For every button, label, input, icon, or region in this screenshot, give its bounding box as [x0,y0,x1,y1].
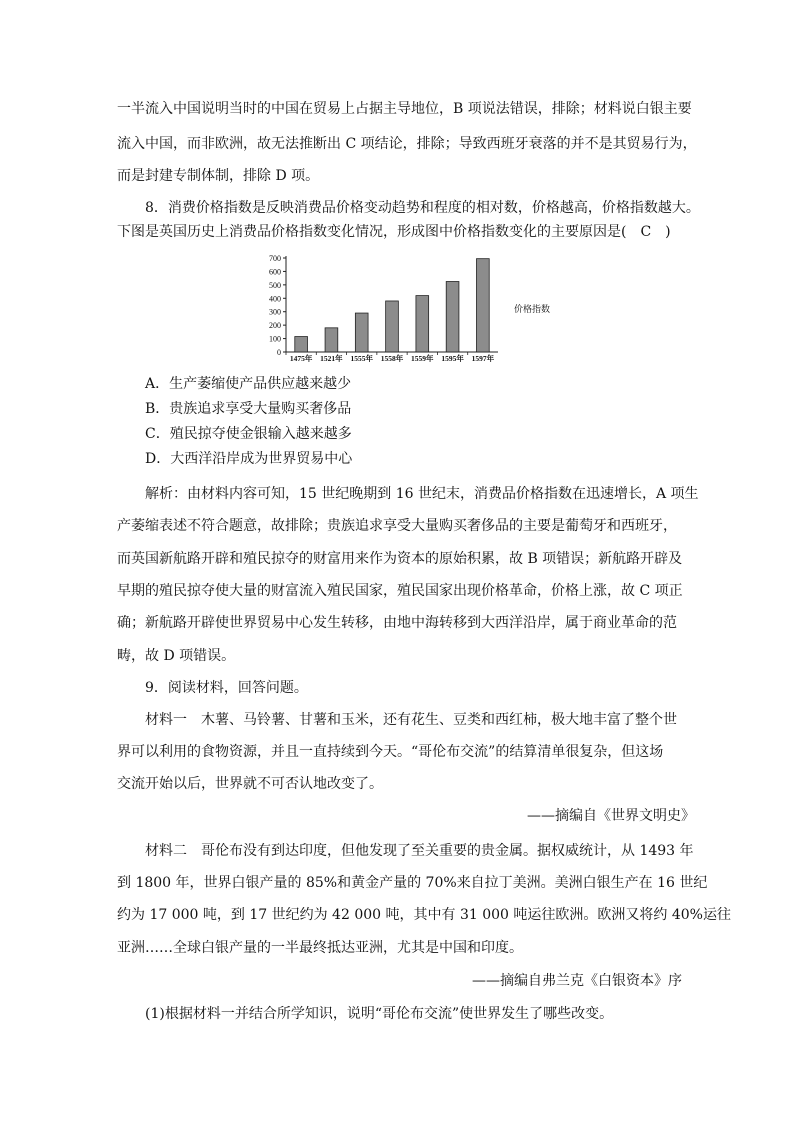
y-tick-label: 500 [269,280,281,290]
price-index-chart [262,250,562,368]
material-1-line: 材料一 木薯、马铃薯、甘薯和玉米，还有花生、豆类和西红柿，极大地丰富了整个世 [145,712,677,728]
x-tick-label: 1555年 [350,354,373,363]
material-2-line: 到 1800 年，世界白银产量的 85%和黄金产量的 70%来自拉丁美洲。美洲白银生产在 16 世纪 [117,875,708,891]
analysis-line: 解析：由材料内容可知，15 世纪晚期到 16 世纪末，消费品价格指数在迅速增长，A 项生 [145,486,699,502]
question-8-stem: 下图是英国历史上消费品价格指数变化情况，形成图中价格指数变化的主要原因是( C ) [117,224,671,240]
x-tick-label: 1559年 [411,354,434,363]
bar-1521年 [325,328,338,352]
y-tick-label: 100 [269,334,281,344]
x-tick-label: 1597年 [471,354,495,363]
material-1-line: 交流开始以后，世界就不可否认地改变了。 [117,776,383,792]
material-2-line: 约为 17 000 吨，到 17 世纪约为 42 000 吨，其中有 31 000 吨运往欧洲。欧洲又将约 40%运往 [117,907,731,923]
analysis-line: 而英国新航路开辟和殖民掠夺的财富用来作为资本的原始积累，故 B 项错误；新航路开辟及 [117,551,683,567]
y-tick-label: 0 [277,348,281,357]
option-c: C．殖民掠夺使金银输入越来越多 [145,426,352,442]
analysis-line: 而是封建专制体制，排除 D 项。 [117,168,320,184]
bar-1595年 [446,282,459,353]
analysis-line: 确；新航路开辟使世界贸易中心发生转移，由地中海转移到大西洋沿岸，属于商业革命的范 [117,615,677,631]
x-tick-label: 1595年 [441,354,464,363]
question-9-part-1: (1)根据材料一并结合所学知识，说明“哥伦布交流”使世界发生了哪些改变。 [145,1006,614,1022]
x-tick-label: 1558年 [380,354,404,363]
x-tick-label: 1521年 [320,354,343,363]
material-1-line: 界可以利用的食物资源，并且一直持续到今天。“哥伦布交流”的结算清单很复杂，但这场 [117,744,664,760]
material-2-source: ——摘编自弗兰克《白银资本》序 [472,973,682,989]
bar-1558年 [386,301,399,352]
y-tick-label: 700 [269,254,281,263]
bar-1559年 [416,296,429,352]
analysis-line: 产萎缩表述不符合题意，故排除；贵族追求享受大量购买奢侈品的主要是葡萄牙和西班牙， [117,518,677,534]
analysis-line: 一半流入中国说明当时的中国在贸易上占据主导地位，B 项说法错误，排除；材料说白银主要 [117,101,692,117]
bar-1597年 [476,259,489,352]
question-9-stem: 9．阅读材料，回答问题。 [145,680,308,696]
material-1-source: ——摘编自《世界文明史》 [527,808,695,824]
material-2-line: 亚洲……全球白银产量的一半最终抵达亚洲，尤其是中国和印度。 [117,940,523,956]
option-d: D．大西洋沿岸成为世界贸易中心 [145,451,353,467]
analysis-line: 流入中国，而非欧洲，故无法推断出 C 项结论，排除；导致西班牙衰落的并不是其贸易行为， [117,136,697,152]
option-a: A．生产萎缩使产品供应越来越少 [145,376,352,392]
legend-label: 价格指数 [514,304,551,314]
analysis-line: 畴，故 D 项错误。 [117,648,236,664]
option-b: B．贵族追求享受大量购买奢侈品 [145,401,352,417]
y-tick-label: 300 [269,307,281,317]
question-8-stem: 8．消费价格指数是反映消费品价格变动趋势和程度的相对数，价格越高，价格指数越大。 [145,200,700,216]
y-tick-label: 400 [269,294,281,304]
y-tick-label: 600 [269,267,281,277]
analysis-line: 早期的殖民掠夺使大量的财富流入殖民国家，殖民国家出现价格革命，价格上涨，故 C 项正 [117,583,683,599]
material-2-line: 材料二 哥伦布没有到达印度，但他发现了至关重要的贵金属。据权威统计，从 1493 年 [145,843,694,859]
y-tick-label: 200 [269,321,281,331]
x-tick-label: 1475年 [289,354,313,363]
bar-1555年 [355,313,368,352]
bar-1475年 [295,337,308,352]
